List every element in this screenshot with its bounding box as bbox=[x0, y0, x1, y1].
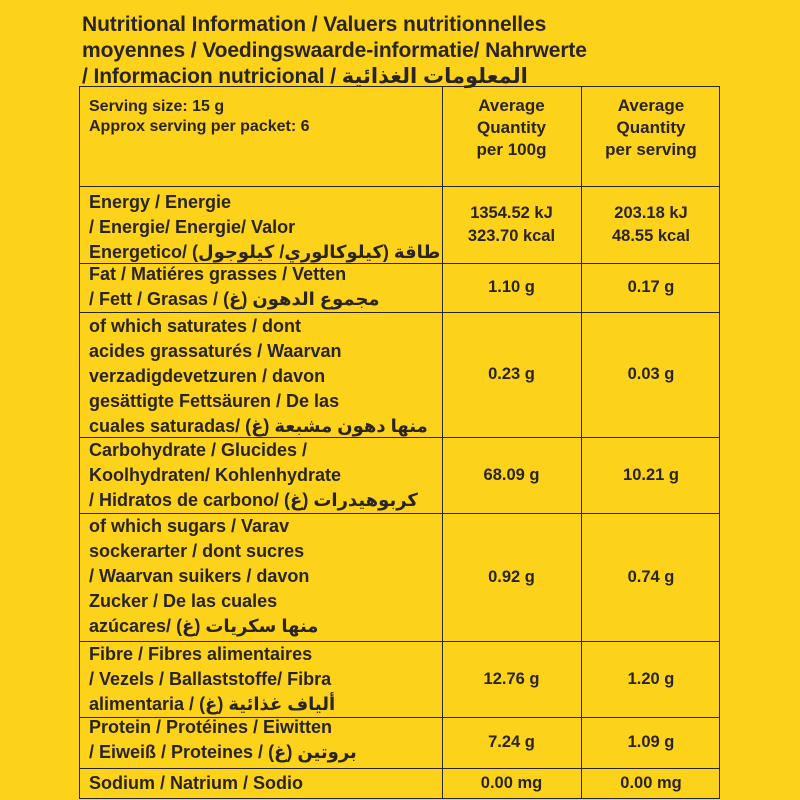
nutrient-label bbox=[89, 771, 434, 796]
value-per-serving-line: 0.00 mg bbox=[620, 774, 682, 792]
nutrient-label-text: Fibre / Fibres alimentaires bbox=[89, 644, 313, 664]
nutrient-row bbox=[80, 768, 719, 799]
nutrient-label-text: alimentaria / bbox=[89, 694, 200, 714]
value-per-serving bbox=[581, 437, 721, 513]
nutrient-label-line bbox=[89, 389, 434, 414]
nutrient-label-text: acides grassaturés / Waarvan bbox=[89, 341, 342, 361]
nutrient-row bbox=[80, 641, 719, 718]
value-per-100g-line: 7.24 g bbox=[488, 733, 535, 751]
value-per-100g-line: 68.09 g bbox=[483, 465, 540, 484]
nutrient-row bbox=[80, 717, 719, 769]
nutrient-label-line bbox=[89, 614, 434, 639]
nutrient-label-text: of which sugars / Varav bbox=[89, 516, 290, 536]
nutrient-label-text: / Vezels / Ballaststoffe/ Fibra bbox=[89, 669, 332, 689]
nutrient-label-line bbox=[89, 740, 434, 765]
value-per-100g bbox=[442, 717, 581, 768]
nutrient-label-arabic: منها سكريات (غ) bbox=[176, 616, 319, 636]
header-per-100g bbox=[442, 95, 581, 161]
header-per-serving-line: per serving bbox=[605, 140, 697, 159]
value-per-100g bbox=[442, 312, 581, 437]
nutrient-label-text: Zucker / De las cuales bbox=[89, 591, 278, 611]
nutrient-label-line bbox=[89, 667, 434, 692]
nutrient-label-text: gesättigte Fettsäuren / De las bbox=[89, 391, 340, 411]
nutrient-label-line bbox=[89, 414, 434, 439]
nutrient-label-text: Koolhydraten/ Kohlenhydrate bbox=[89, 465, 342, 485]
nutrient-label bbox=[89, 314, 434, 439]
value-per-100g-line: 0.23 g bbox=[488, 365, 535, 383]
serving-info bbox=[89, 97, 434, 137]
title-line-1: Nutritional Information / Valuers nutritionnelles bbox=[82, 13, 547, 36]
value-per-100g-line: 1.10 g bbox=[488, 278, 535, 296]
nutrient-label-line bbox=[89, 463, 434, 488]
nutrient-label-line bbox=[89, 438, 434, 463]
title-line-2: moyennes / Voedingswaarde-informatie/ Nahrwerte bbox=[82, 39, 587, 62]
value-per-100g-line: 0.00 mg bbox=[480, 774, 543, 792]
header-per-serving-line: Average bbox=[617, 96, 685, 115]
nutrient-label-text: Carbohydrate / Glucides / bbox=[89, 440, 308, 460]
value-per-100g bbox=[442, 768, 581, 799]
header-per-100g-line: Average bbox=[478, 96, 545, 115]
header-per-100g-line: per 100g bbox=[476, 140, 547, 159]
value-per-serving bbox=[581, 717, 721, 768]
value-per-serving-line: 203.18 kJ bbox=[614, 203, 688, 222]
nutrient-label-line bbox=[89, 215, 434, 240]
value-per-serving bbox=[581, 513, 721, 641]
value-per-serving bbox=[581, 641, 721, 717]
nutrient-label-text: Fat / Matiéres grasses / Vetten bbox=[89, 264, 347, 284]
nutrient-label-line bbox=[89, 564, 434, 589]
value-per-serving-line: 48.55 kcal bbox=[612, 226, 690, 245]
servings-per-packet: Approx serving per packet: 6 bbox=[89, 118, 310, 135]
nutrient-label bbox=[89, 262, 434, 312]
value-per-100g-line: 1354.52 kJ bbox=[470, 203, 553, 222]
value-per-serving bbox=[581, 768, 721, 799]
nutrient-label-text: of which saturates / dont bbox=[89, 316, 302, 336]
nutrient-label-line bbox=[89, 262, 434, 287]
value-per-100g-line: 12.76 g bbox=[483, 669, 540, 688]
nutrient-label-line bbox=[89, 190, 434, 215]
value-per-100g bbox=[442, 186, 581, 263]
nutrition-title bbox=[82, 12, 722, 90]
nutrient-label-text: sockerarter / dont sucres bbox=[89, 541, 305, 561]
nutrient-row bbox=[80, 312, 719, 438]
nutrient-label-text: / Waarvan suikers / davon bbox=[89, 566, 310, 586]
nutrient-label-line bbox=[89, 488, 434, 513]
nutrient-label-text: / Fett / Grasas / bbox=[89, 289, 224, 309]
nutrient-label-text: Energy / Energie bbox=[89, 192, 232, 212]
nutrient-label-text: / Energie/ Energie/ Valor bbox=[89, 217, 296, 237]
value-per-100g bbox=[442, 437, 581, 513]
nutrient-label-arabic: منها دهون مشبعة (غ) bbox=[245, 416, 428, 436]
value-per-100g bbox=[442, 263, 581, 312]
value-per-serving bbox=[581, 186, 721, 263]
value-per-serving-line: 1.20 g bbox=[627, 669, 675, 688]
nutrition-table bbox=[79, 86, 720, 799]
value-per-100g-line: 0.92 g bbox=[488, 567, 535, 586]
value-per-serving-line: 0.03 g bbox=[627, 365, 675, 383]
nutrient-label bbox=[89, 190, 441, 265]
nutrient-label-line bbox=[89, 589, 434, 614]
nutrient-label-arabic: بروتين (غ) bbox=[268, 742, 357, 762]
title-line-3-arabic: المعلومات الغذائية bbox=[341, 65, 528, 88]
value-per-100g bbox=[442, 641, 581, 717]
nutrient-label-arabic: مجموع الدهون (غ) bbox=[223, 289, 380, 309]
nutrient-label-arabic: كربوهيدرات (غ) bbox=[284, 490, 418, 510]
nutrient-label-text: Protein / Protéines / Eiwitten bbox=[89, 717, 333, 737]
nutrient-label-arabic: ألياف غذائية (غ) bbox=[199, 694, 336, 714]
nutrient-row bbox=[80, 437, 719, 514]
nutrient-label-line bbox=[89, 287, 434, 312]
nutrient-label bbox=[89, 514, 434, 639]
nutrient-label bbox=[89, 642, 434, 717]
title-line-3-text: / Informacion nutricional / bbox=[82, 65, 342, 88]
nutrient-label-text: verzadigdevetzuren / davon bbox=[89, 366, 326, 386]
nutrient-label-line bbox=[89, 692, 434, 717]
header-per-serving bbox=[581, 95, 721, 161]
value-per-serving-line: 1.09 g bbox=[627, 733, 675, 751]
nutrient-label-line bbox=[89, 339, 434, 364]
table-header-row bbox=[80, 87, 719, 187]
value-per-serving-line: 0.74 g bbox=[627, 567, 675, 586]
value-per-serving bbox=[581, 263, 721, 312]
nutrient-row bbox=[80, 513, 719, 642]
nutrient-row bbox=[80, 186, 719, 264]
nutrient-label-text: azúcares/ bbox=[89, 616, 177, 636]
nutrient-label bbox=[89, 438, 434, 513]
nutrient-label-line bbox=[89, 642, 434, 667]
value-per-serving-line: 0.17 g bbox=[627, 278, 675, 296]
nutrient-label-line bbox=[89, 364, 434, 389]
nutrient-label-line bbox=[89, 314, 434, 339]
nutrient-row bbox=[80, 263, 719, 313]
value-per-serving bbox=[581, 312, 721, 437]
nutrient-label-text: Energetico/ bbox=[89, 242, 193, 262]
nutrient-label-line bbox=[89, 539, 434, 564]
serving-size: Serving size: 15 g bbox=[89, 98, 225, 115]
nutrient-label-line bbox=[89, 514, 434, 539]
nutrient-label-text: Sodium / Natrium / Sodio bbox=[89, 773, 304, 793]
nutrient-label-arabic: طاقة (كيلوكالوري/ كيلوجول) bbox=[192, 242, 441, 262]
value-per-serving-line: 10.21 g bbox=[623, 465, 679, 484]
nutrient-label-line bbox=[89, 715, 434, 740]
value-per-100g bbox=[442, 513, 581, 641]
header-per-serving-line: Quantity bbox=[616, 118, 686, 137]
header-per-100g-line: Quantity bbox=[477, 118, 546, 137]
nutrient-label-text: / Eiweiß / Proteines / bbox=[89, 742, 269, 762]
value-per-100g-line: 323.70 kcal bbox=[467, 226, 556, 245]
nutrient-label bbox=[89, 715, 434, 765]
nutrient-label-text: cuales saturadas/ bbox=[89, 416, 246, 436]
nutrient-label-text: / Hidratos de carbono/ bbox=[89, 490, 285, 510]
nutrient-label-line bbox=[89, 771, 434, 796]
